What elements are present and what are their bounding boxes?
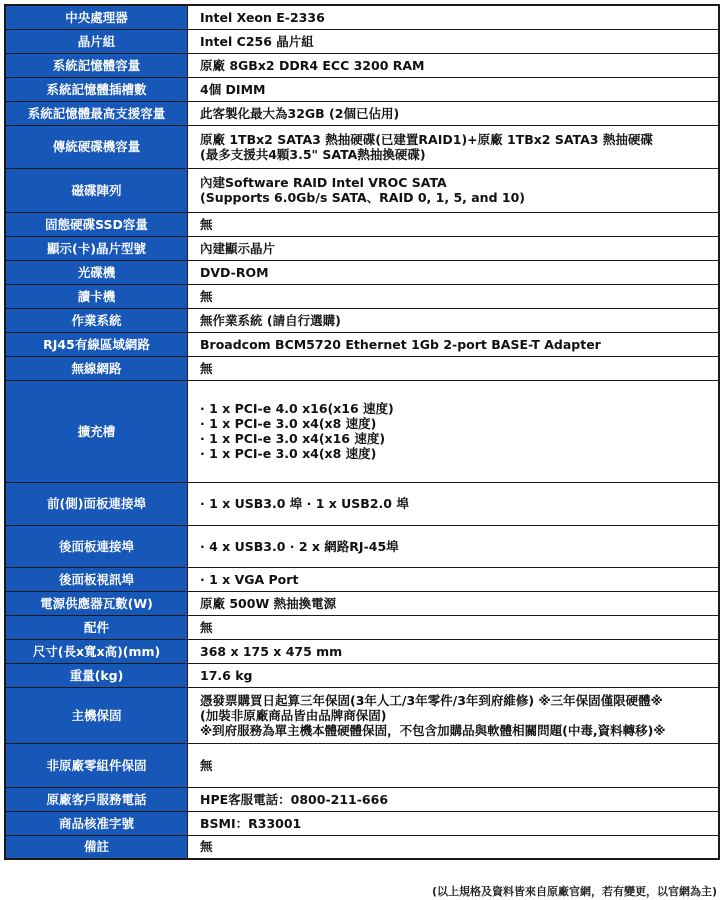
spec-value-line: 原廠 8GBx2 DDR4 ECC 3200 RAM (200, 57, 425, 73)
spec-value-line: 無 (200, 288, 213, 304)
spec-value (188, 53, 720, 77)
spec-value (188, 639, 720, 663)
spec-row (5, 835, 719, 859)
spec-value (188, 29, 720, 53)
spec-label: 擴充槽 (5, 380, 188, 482)
spec-label: 系統記憶體容量 (5, 53, 188, 77)
spec-row (5, 212, 719, 236)
spec-value-line: 憑發票購買日起算三年保固(3年人工/3年零件/3年到府維修) ※三年保固僅限硬體※ (200, 692, 663, 708)
spec-label: 尺寸(長x寬x高)(mm) (5, 639, 188, 663)
spec-value-line: · 4 x USB3.0 · 2 x 網路RJ-45埠 (200, 538, 399, 554)
spec-value-line: 無 (200, 216, 213, 232)
spec-row (5, 525, 719, 567)
spec-row (5, 5, 719, 29)
spec-value-line: (最多支援共4顆3.5" SATA熱抽換硬碟) (200, 146, 426, 162)
spec-label: 後面板連接埠 (5, 525, 188, 567)
spec-row (5, 567, 719, 591)
spec-label: 電源供應器瓦數(W) (5, 591, 188, 615)
spec-label: 傳統硬碟機容量 (5, 125, 188, 168)
spec-label: 中央處理器 (5, 5, 188, 29)
spec-value-line: 無 (200, 839, 213, 855)
spec-table-body (5, 5, 719, 859)
spec-row (5, 101, 719, 125)
spec-value-line: 原廠 1TBx2 SATA3 熱抽硬碟(已建置RAID1)+原廠 1TBx2 SATA3 熱抽硬碟 (200, 131, 653, 147)
spec-value (188, 125, 720, 168)
spec-label: 晶片組 (5, 29, 188, 53)
spec-value (188, 482, 720, 525)
spec-value-line: 無作業系統 (請自行選購) (200, 312, 341, 328)
spec-label: 後面板視訊埠 (5, 567, 188, 591)
spec-row (5, 639, 719, 663)
spec-value (188, 811, 720, 835)
spec-label: 重量(kg) (5, 663, 188, 687)
spec-value-line: 此客製化最大為32GB (2個已佔用) (200, 105, 400, 121)
spec-label: 備註 (5, 835, 188, 859)
spec-value (188, 356, 720, 380)
spec-row (5, 260, 719, 284)
spec-row (5, 663, 719, 687)
spec-label: 磁碟陣列 (5, 168, 188, 212)
spec-label: 作業系統 (5, 308, 188, 332)
spec-value (188, 77, 720, 101)
spec-value (188, 567, 720, 591)
spec-value (188, 260, 720, 284)
spec-row (5, 332, 719, 356)
spec-value (188, 168, 720, 212)
spec-label: 前(側)面板連接埠 (5, 482, 188, 525)
spec-value-line: · 1 x PCI-e 3.0 x4(x16 速度) (200, 431, 386, 446)
spec-row (5, 591, 719, 615)
spec-label: 系統記憶體插槽數 (5, 77, 188, 101)
spec-value-line: DVD-ROM (200, 264, 269, 280)
spec-row (5, 125, 719, 168)
spec-value-line: · 1 x PCI-e 3.0 x4(x8 速度) (200, 416, 377, 431)
spec-row (5, 308, 719, 332)
spec-value-line: 368 x 175 x 475 mm (200, 643, 343, 659)
spec-table (4, 4, 720, 860)
spec-label: 光碟機 (5, 260, 188, 284)
spec-value-line: Broadcom BCM5720 Ethernet 1Gb 2-port BASE-T Adapter (200, 336, 601, 352)
spec-value-line: 17.6 kg (200, 667, 253, 683)
spec-row (5, 236, 719, 260)
spec-row (5, 687, 719, 743)
spec-row (5, 53, 719, 77)
spec-label: 系統記憶體最高支援容量 (5, 101, 188, 125)
spec-value-line: 無 (200, 757, 213, 773)
spec-value (188, 615, 720, 639)
spec-value-line: (加裝非原廠商品皆由品牌商保固) (200, 707, 387, 723)
spec-value (188, 380, 720, 482)
spec-value (188, 591, 720, 615)
spec-value (188, 212, 720, 236)
spec-value-line: · 1 x USB3.0 埠 · 1 x USB2.0 埠 (200, 496, 409, 511)
spec-value-line: 內建顯示晶片 (200, 240, 276, 256)
spec-value-line: 4個 DIMM (200, 81, 266, 97)
spec-value (188, 787, 720, 811)
spec-label: 顯示(卡)晶片型號 (5, 236, 188, 260)
spec-row (5, 615, 719, 639)
spec-row (5, 482, 719, 525)
spec-value-line: 無 (200, 619, 213, 635)
spec-value-line: BSMI：R33001 (200, 815, 302, 831)
spec-row (5, 284, 719, 308)
spec-value (188, 332, 720, 356)
spec-value-line: 無 (200, 360, 213, 376)
spec-row (5, 168, 719, 212)
spec-value (188, 5, 720, 29)
spec-row (5, 743, 719, 787)
spec-value-line: 內建Software RAID Intel VROC SATA (200, 175, 447, 190)
spec-value (188, 236, 720, 260)
spec-value (188, 835, 720, 859)
spec-row (5, 356, 719, 380)
spec-value-line: ※到府服務為單主機本體硬體保固，不包含加購品與軟體相關問題(中毒,資料轉移)※ (200, 722, 666, 738)
spec-value (188, 525, 720, 567)
spec-value (188, 101, 720, 125)
spec-label: 配件 (5, 615, 188, 639)
spec-label: 原廠客戶服務電話 (5, 787, 188, 811)
spec-value (188, 284, 720, 308)
spec-label: 固態硬碟SSD容量 (5, 212, 188, 236)
spec-value-line: · 1 x VGA Port (200, 571, 299, 587)
spec-row (5, 787, 719, 811)
spec-row (5, 77, 719, 101)
spec-value (188, 663, 720, 687)
spec-value (188, 308, 720, 332)
spec-row (5, 380, 719, 482)
footer-note: (以上規格及資料皆來自原廠官網，若有變更，以官網為主) (431, 885, 717, 898)
spec-value-line: · 1 x PCI-e 4.0 x16(x16 速度) (200, 401, 394, 416)
spec-label: 商品核准字號 (5, 811, 188, 835)
spec-value (188, 687, 720, 743)
spec-row (5, 811, 719, 835)
spec-label: 主機保固 (5, 687, 188, 743)
spec-value-line: 原廠 500W 熱抽換電源 (200, 595, 337, 611)
spec-value-line: Intel C256 晶片組 (200, 33, 314, 49)
spec-value-line: HPE客服電話：0800-211-666 (200, 791, 389, 807)
spec-value-line: (Supports 6.0Gb/s SATA、RAID 0, 1, 5, and 10) (200, 190, 525, 205)
spec-value (188, 743, 720, 787)
spec-value-line: Intel Xeon E-2336 (200, 9, 325, 25)
spec-label: 非原廠零組件保固 (5, 743, 188, 787)
spec-label: 讀卡機 (5, 284, 188, 308)
spec-row (5, 29, 719, 53)
spec-label: RJ45有線區域網路 (5, 332, 188, 356)
spec-label: 無線網路 (5, 356, 188, 380)
spec-value-line: · 1 x PCI-e 3.0 x4(x8 速度) (200, 446, 377, 461)
